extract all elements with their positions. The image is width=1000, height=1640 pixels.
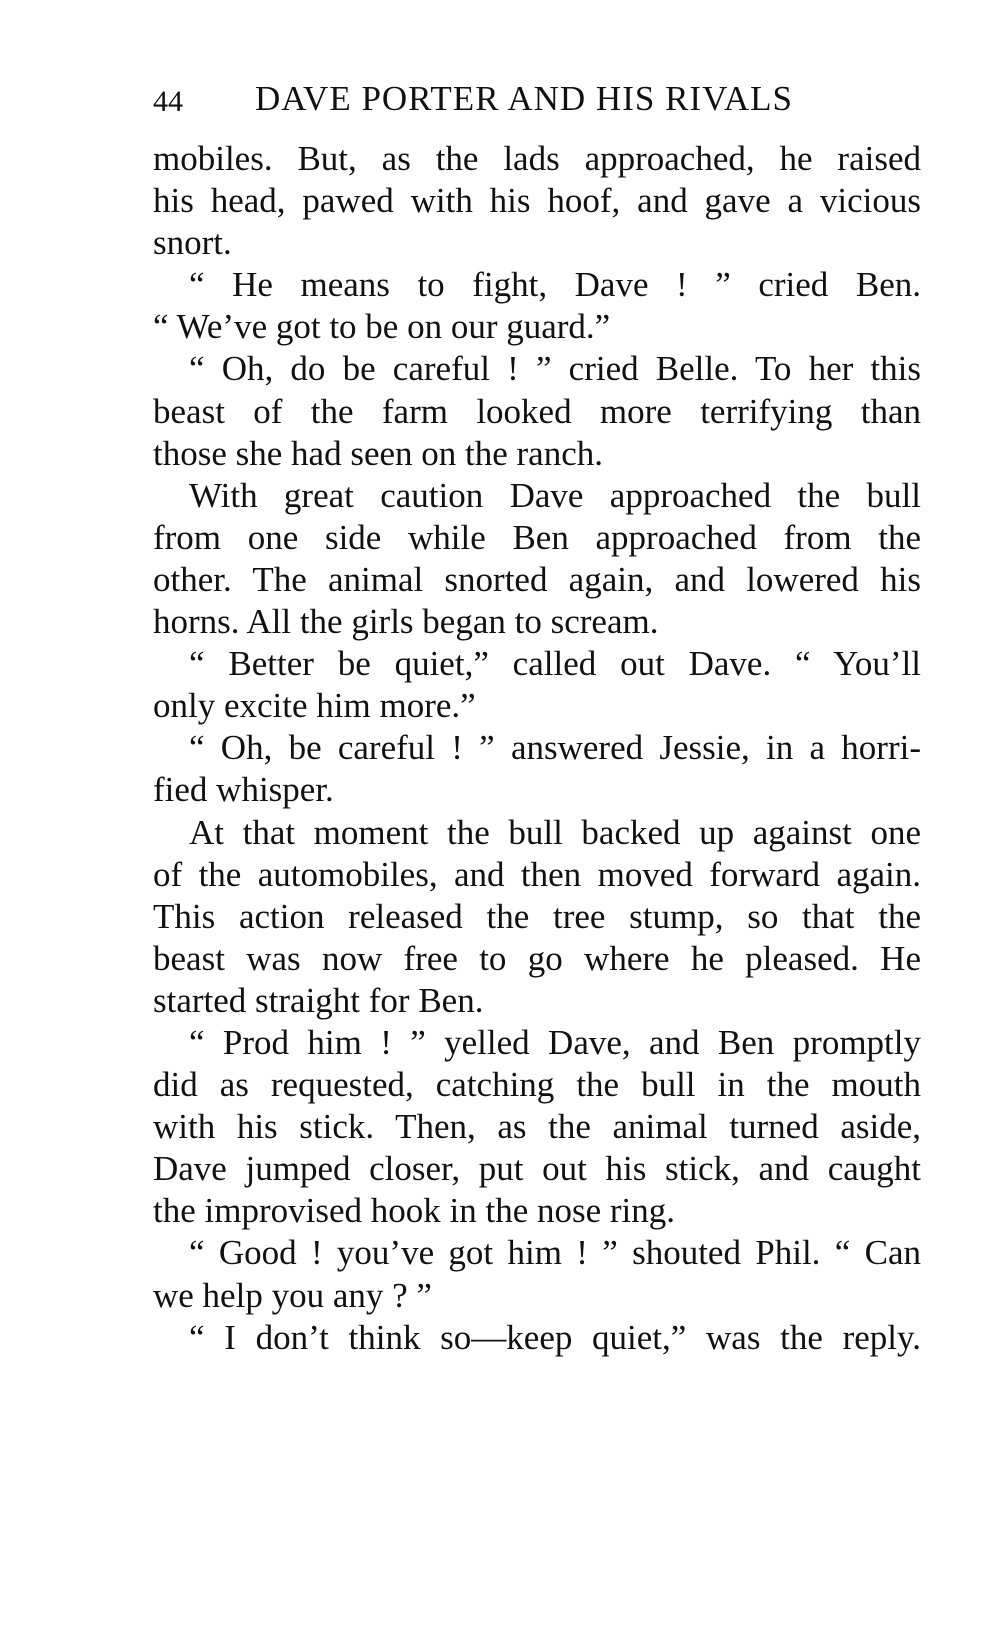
text-line: fied whisper. xyxy=(153,770,334,810)
text-line: “ Good ! you’ve got him ! ” shouted Phil. “ Can xyxy=(189,1233,921,1273)
text-line: his head, pawed with his hoof, and gave a vicious xyxy=(153,181,921,221)
page-number: 44 xyxy=(153,85,183,118)
text-line: Dave jumped closer, put out his stick, and caught xyxy=(153,1149,921,1189)
text-line: With great caution Dave approached the bull xyxy=(189,475,921,515)
text-line: “ Oh, be careful ! ” answered Jessie, in a horri- xyxy=(189,728,921,768)
text-line: of the automobiles, and then moved forward again. xyxy=(153,854,921,894)
text-line: those she had seen on the ranch. xyxy=(153,433,603,473)
text-line: snort. xyxy=(153,223,232,263)
text-line: horns. All the girls began to scream. xyxy=(153,602,659,642)
page-header xyxy=(153,78,921,122)
text-line: beast was now free to go where he pleased. He xyxy=(153,938,921,978)
text-line: beast of the farm looked more terrifying than xyxy=(153,391,921,431)
body-text xyxy=(153,138,921,1359)
text-line: “ He means to fight, Dave ! ” cried Ben. xyxy=(189,265,921,305)
text-line: with his stick. Then, as the animal turned aside, xyxy=(153,1107,921,1147)
running-title: DAVE PORTER AND HIS RIVALS xyxy=(255,79,793,118)
text-line: This action released the tree stump, so that the xyxy=(153,896,921,936)
text-line: only excite him more.” xyxy=(153,686,476,726)
text-line: we help you any ? ” xyxy=(153,1275,432,1315)
text-line: other. The animal snorted again, and lowered his xyxy=(153,559,921,599)
text-line: “ Better be quiet,” called out Dave. “ You’ll xyxy=(189,644,921,684)
text-line: did as requested, catching the bull in the mouth xyxy=(153,1065,921,1105)
text-line: “ Oh, do be careful ! ” cried Belle. To her this xyxy=(189,349,921,389)
text-line: from one side while Ben approached from the xyxy=(153,517,921,557)
text-line: “ I don’t think so—keep quiet,” was the reply. xyxy=(189,1317,921,1357)
text-line: started straight for Ben. xyxy=(153,980,484,1020)
text-line: At that moment the bull backed up against one xyxy=(189,812,921,852)
text-line: “ Prod him ! ” yelled Dave, and Ben promptly xyxy=(189,1022,921,1062)
text-line: the improvised hook in the nose ring. xyxy=(153,1191,676,1231)
text-line: “ We’ve got to be on our guard.” xyxy=(153,307,611,347)
text-line: mobiles. But, as the lads approached, he raised xyxy=(153,139,921,178)
